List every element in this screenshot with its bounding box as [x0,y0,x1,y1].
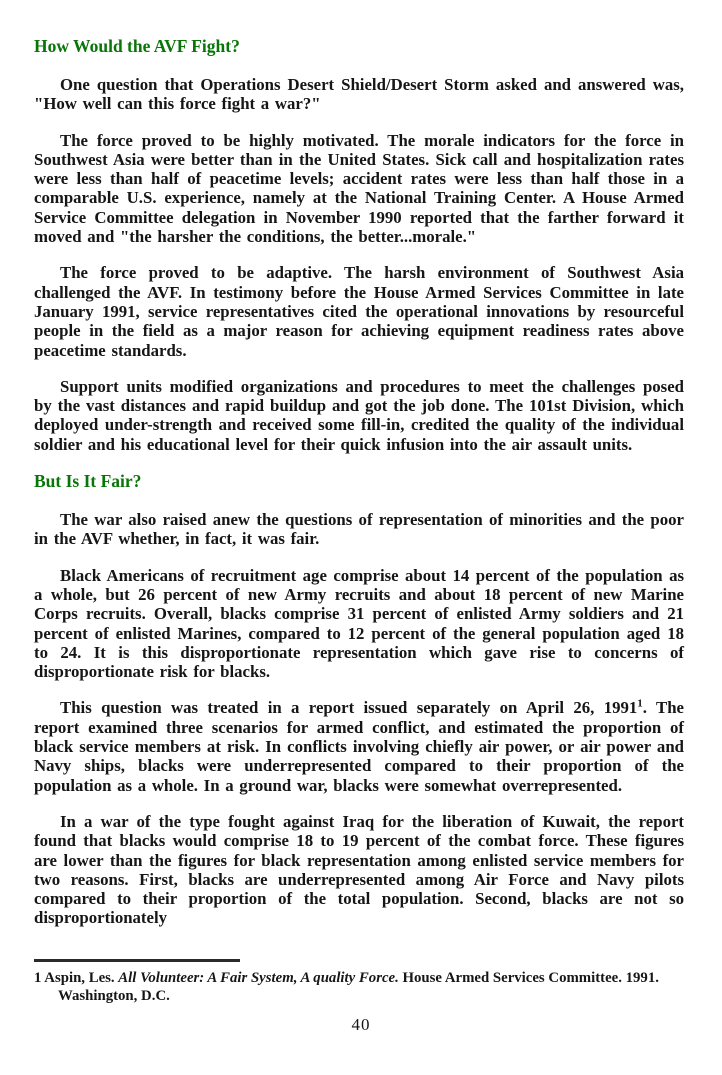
document-body [34,36,684,945]
text-segment: All Volunteer: A Fair System, A quality Force. [118,970,399,986]
paragraph [34,698,684,794]
footnote-rule [34,959,240,962]
text-segment: This question was treated in a report issued separately on April 26, 1991 [60,698,638,718]
paragraph [34,566,684,682]
page-number: 40 [351,1015,371,1034]
section-heading: But Is It Fair? [34,471,142,492]
footnote [34,959,684,1005]
paragraph [34,377,684,454]
text-segment: The force proved to be adaptive. The harsh environment of Southwest Asia challenged the AVF. In testimony before the House Armed Services Committee in late January 1991, service representatives cited the operational innovations by resourceful people in the field as a major reason for achieving equipment readiness rates above peacetime standards. [34,263,684,360]
text-segment: . The report examined three scenarios for armed conflict, and estimated the proportion of black service members at risk. In conflicts involving chiefly air power, or air power and Navy ships, blacks were underrepresented compared to their proportion of the population as a whole. In a ground war, blacks were somewhat overrepresented. [34,698,684,795]
text-segment: House Armed Services Committee. 1991. [398,970,659,986]
footnote-citation-continued: Washington, D.C. [58,987,170,1004]
text-segment: In a war of the type fought against Iraq for the liberation of Kuwait, the report found that blacks would comprise 18 to 19 percent of the combat force. These figures are lower than the figures for black representation among enlisted service members for two reasons. First, blacks are underrepresented among Air Force and Navy pilots compared to their proportion of the total population. Second, blacks are not so disproportionately [34,811,684,928]
paragraph [34,263,684,359]
paragraph [34,510,684,549]
paragraph [34,131,684,247]
text-segment: Black Americans of recruitment age comprise about 14 percent of the population as a whole, but 26 percent of new Army recruits and about 18 percent of new Marine Corps recruits. Overall, blacks comprise 31 percent of enlisted Army soldiers and 21 percent of enlisted Marines, compared to 12 percent of the general population aged 18 to 24. It is this disproportionate representation which gave rise to concerns of disproportionate risk for blacks. [34,565,684,682]
text-segment: The war also raised anew the questions of representation of minorities and the poor in the AVF whether, in fact, it was fair. [34,510,684,549]
paragraph [34,812,684,928]
text-segment: Support units modified organizations and procedures to meet the challenges posed by the vast distances and rapid buildup and got the job done. The 101st Division, which deployed under-strength and received some fill-in, credited the quality of the individual soldier and his educational level for their quick infusion into the air assault units. [34,376,684,454]
text-segment: The force proved to be highly motivated. The morale indicators for the force in Southwest Asia were better than in the United States. Sick call and hospitalization rates were less than half of peacetime levels; accident rates were less than half those in a comparable U.S. experience, namely at the National Training Center. A House Armed Service Committee delegation in November 1990 reported that the farther forward it moved and "the harsher the conditions, the better...morale." [34,130,684,247]
text-segment: 1 Aspin, Les. [34,970,119,986]
text-segment: One question that Operations Desert Shield/Desert Storm asked and answered was, "How well can this force fight a war?" [34,75,684,114]
footnote-citation [34,970,684,988]
footnote-reference-superscript: 1 [637,697,643,710]
paragraph [34,75,684,114]
section-heading: How Would the AVF Fight? [34,36,240,56]
